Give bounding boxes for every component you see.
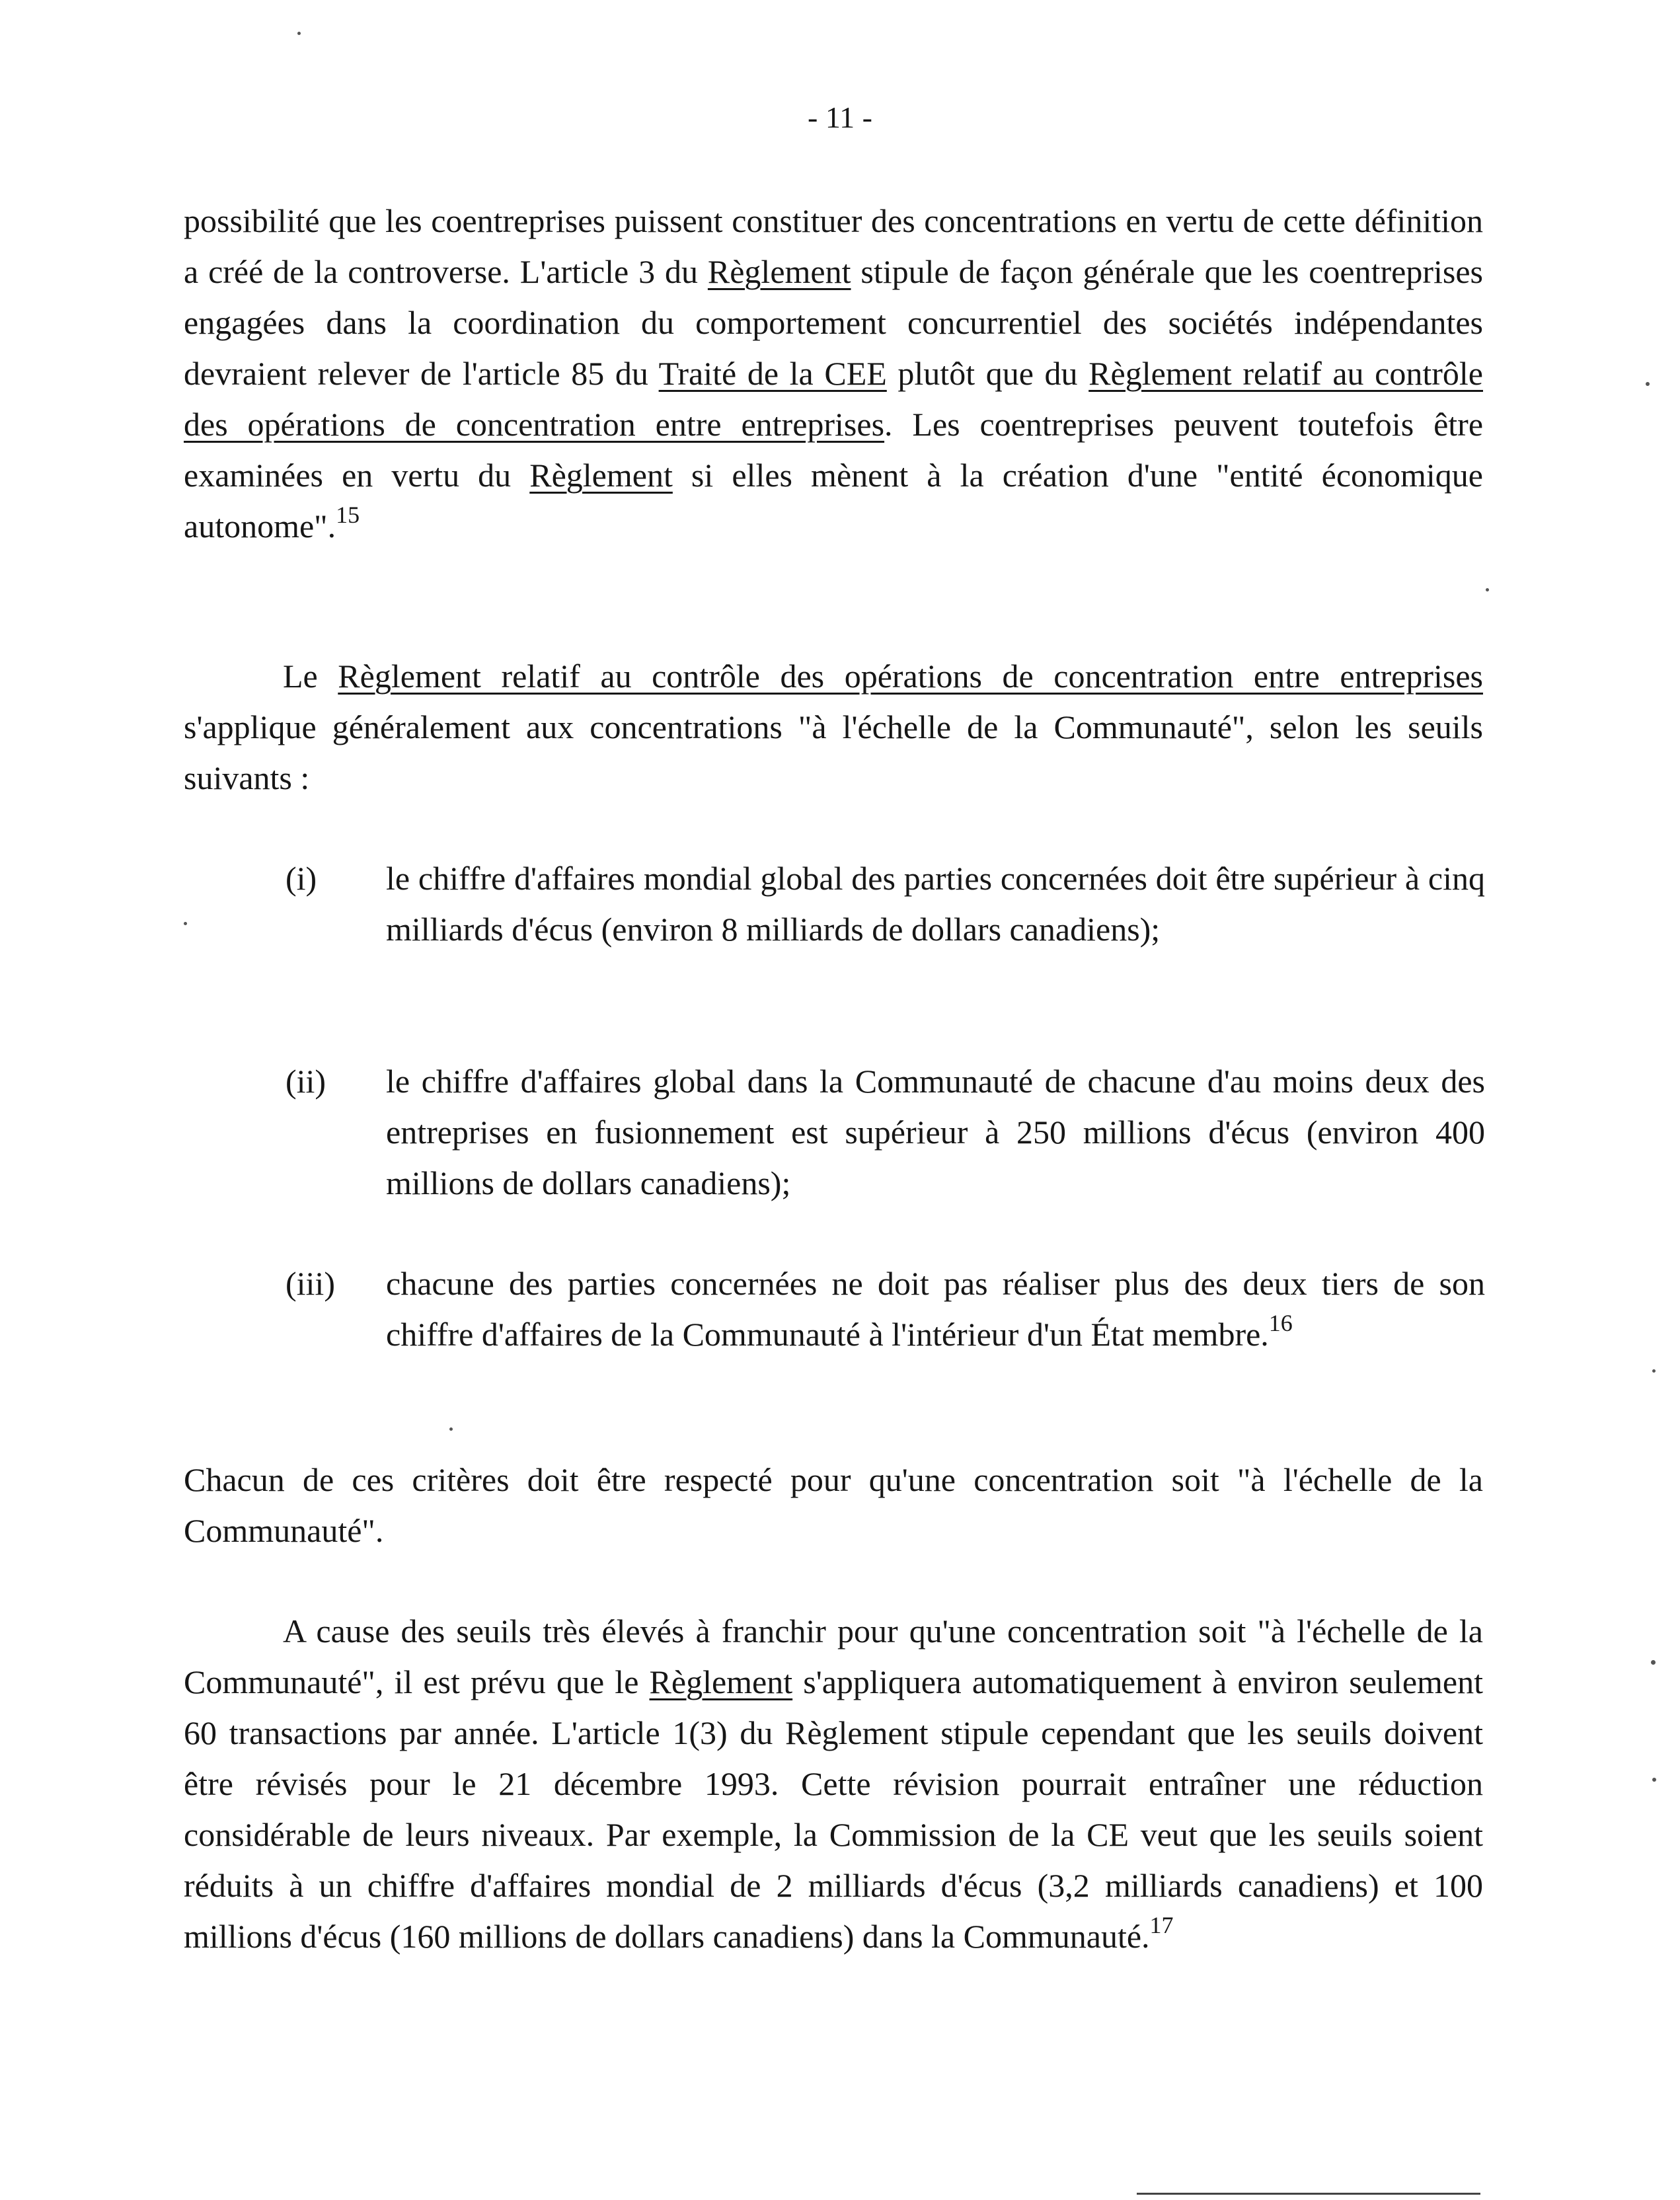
text-run: stipule de façon générale que les coentreprises engagées dans la coordination du comportement concurrentiel des sociétés indépendantes devraient relever de l'article 85 du [184, 253, 1483, 392]
footnote-ref: 17 [1149, 1912, 1174, 1938]
text-run: si elles mènent à la création d'une "entité économique autonome". [184, 457, 1484, 545]
scan-speck [1646, 382, 1650, 386]
text-run: s'appliquera automatiquement à environ seulement 60 transactions par année. L'article 1(3) du Règlement stipule cependant que les seuils doivent être révisés pour le 21 décembre 1993. Cette révision pourrait entraîner une réduction considérable de leurs niveaux. Par exemple, la Commission de la CE veut que les seuils soient réduits à un chiffre d'affaires mondial de 2 milliards d'écus (3,2 milliards canadiens) et 100 millions d'écus (160 millions de dollars canadiens) dans la Communauté. [184, 1663, 1484, 1955]
footnote-separator [1137, 2193, 1480, 2195]
underlined-title: Règlement [707, 253, 851, 290]
underlined-title: Traité de la CEE [658, 355, 887, 392]
footnote-ref: 15 [336, 502, 360, 528]
scan-speck [1651, 1660, 1656, 1665]
paragraph-high-thresholds [184, 1606, 1483, 1962]
footnote-ref: 16 [1268, 1310, 1293, 1336]
scan-speck [1652, 1369, 1656, 1373]
scan-speck [1652, 1778, 1656, 1782]
scan-speck [184, 922, 187, 925]
text-run: possibilité que les coentreprises puissent constituer des concentrations en vertu de cette définition a créé de la controverse. L'article 3 du [184, 202, 1483, 290]
underlined-title: Règlement [529, 457, 673, 494]
text-run: s'applique généralement aux concentrations "à l'échelle de la Communauté", selon les seuils suivants : [184, 708, 1483, 796]
scan-speck [1486, 588, 1489, 591]
text-run: . Les coentreprises peuvent toutefois être examinées en vertu du [184, 406, 1484, 494]
list-item-label: (iii) [286, 1265, 335, 1302]
list-item-label: (i) [286, 860, 317, 897]
list-item-text: le chiffre d'affaires mondial global des parties concernées doit être supérieur à cinq milliards d'écus (environ 8 milliards de dollars canadiens); [386, 860, 1485, 948]
scan-speck [449, 1427, 453, 1431]
page-number: - 11 - [808, 100, 872, 134]
paragraph-thresholds-intro [184, 651, 1483, 804]
text-run: plutôt que du [886, 355, 1089, 392]
scan-speck [297, 32, 301, 35]
underlined-title: Règlement relatif au contrôle des opérations de concentration entre entreprises [184, 355, 1483, 443]
text-run: A cause des seuils très élevés à franchir pour qu'une concentration soit "à l'échelle de la Communauté", il est prévu que le [184, 1612, 1483, 1700]
underlined-title: Règlement relatif au contrôle des opérations de concentration entre entreprises [338, 658, 1483, 695]
text-run: Le [283, 658, 338, 695]
list-item-label: (ii) [286, 1063, 326, 1100]
list-item-text: chacune des parties concernées ne doit pas réaliser plus des deux tiers de son chiffre d'affaires de la Communauté à l'intérieur d'un État membre.$^{16}$ [386, 1265, 1485, 1353]
paragraph-criteria: Chacun de ces critères doit être respecté pour qu'une concentration soit "à l'échelle de la Communauté". [184, 1461, 1483, 1549]
underlined-title: Règlement [649, 1663, 793, 1700]
paragraph-joint-ventures [184, 196, 1483, 552]
list-item-text: le chiffre d'affaires global dans la Communauté de chacune d'au moins deux des entreprises en fusionnement est supérieur à 250 millions d'écus (environ 400 millions de dollars canadiens); [386, 1063, 1485, 1201]
